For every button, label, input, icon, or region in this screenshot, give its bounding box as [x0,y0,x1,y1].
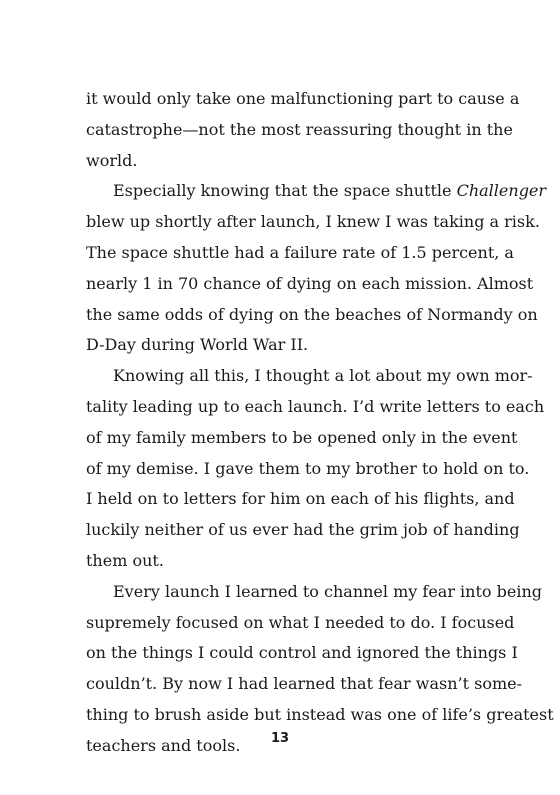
text-run: Especially knowing that the space shuttle [113,181,457,201]
text-line: on the things I could control and ignored the things I [86,643,518,663]
text-line: world. [86,150,138,170]
text-line: the same odds of dying on the beaches of Normandy on [86,304,538,324]
paragraph-1 [86,84,520,176]
text-line: couldn’t. By now I had learned that fear wasn’t some- [86,674,522,694]
emphasized-title: Challenger [456,181,547,201]
text-line: Knowing all this, I thought a lot about my own mor- [113,366,533,386]
page-number: 13 [270,731,290,746]
text-line: of my demise. I gave them to my brother to hold on to. [86,458,530,478]
paragraph-2 [86,176,547,361]
text-line: nearly 1 in 70 chance of dying on each mission. Almost [86,273,534,293]
text-line: tality leading up to each launch. I’d write letters to each [86,396,545,416]
text-line: luckily neither of us ever had the grim job of handing [86,520,520,540]
text-line: The space shuttle had a failure rate of 1.5 percent, a [86,242,514,262]
text-line [86,176,547,207]
paragraph-3 [86,361,545,577]
text-line: catastrophe—not the most reassuring thought in the [86,119,513,139]
text-line: of my family members to be opened only in the event [86,427,518,447]
body-text [86,84,554,762]
text-line: thing to brush aside but instead was one of life’s greatest [86,704,554,724]
text-line: supremely focused on what I needed to do. I focused [86,612,515,632]
text-line: I held on to letters for him on each of his flights, and [86,489,515,509]
text-line: blew up shortly after launch, I knew I was taking a risk. [86,212,540,232]
text-line: it would only take one malfunctioning part to cause a [86,89,520,108]
text-line: teachers and tools. [86,735,241,755]
text-line: them out. [86,550,164,570]
text-line: D-Day during World War II. [86,335,309,355]
text-line: Every launch I learned to channel my fear into being [113,581,542,601]
